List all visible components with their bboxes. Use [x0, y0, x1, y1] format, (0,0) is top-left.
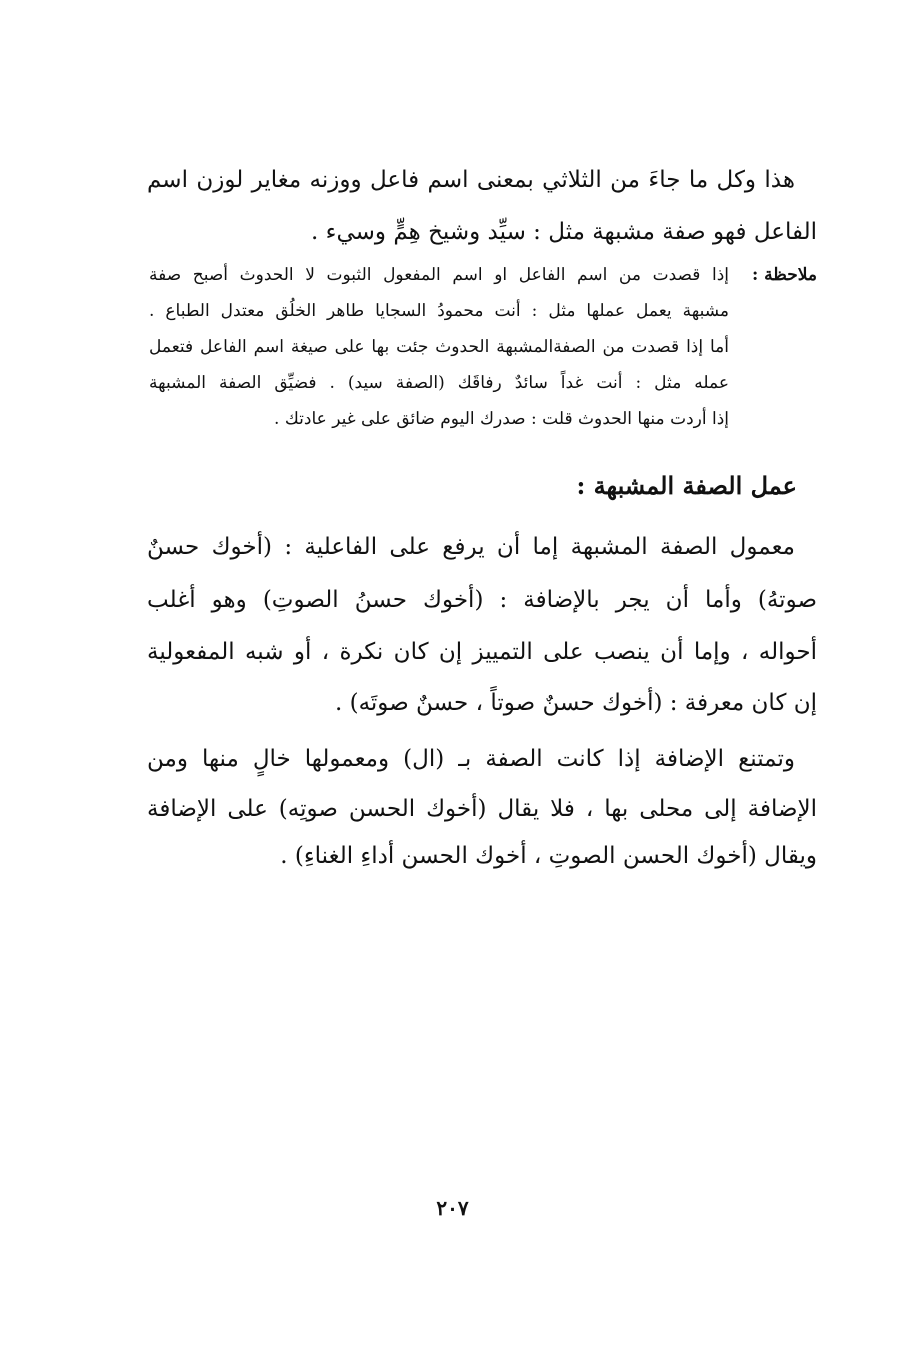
note-line-3: أما إذا قصدت من الصفةالمشبهة الحدوث جئت بها على صيغة اسم الفاعل فتعمل [149, 337, 729, 357]
paragraph1-line-4: إن كان معرفة : (أخوك حسنٌ صوتاً ، حسنٌ صوتَه) . [334, 690, 817, 716]
note-line-4: عمله مثل : أنت غداً سائدٌ رفاقَك (الصفة سيد) . فضيِّق الصفة المشبهة [149, 373, 729, 393]
note-line-1: إذا قصدت من اسم الفاعل او اسم المفعول الثبوت لا الحدوث أصبح صفة [149, 265, 729, 285]
note-line-5: إذا أردت منها الحدوث قلت : صدرك اليوم ضائق على غير عادتك . [274, 409, 729, 429]
intro-line-1: هذا وكل ما جاءَ من الثلاثي بمعنى اسم فاعل ووزنه مغاير لوزن اسم [147, 167, 795, 193]
note-line-2: مشبهة يعمل عملها مثل : أنت محمودُ السجايا طاهر الخلُق معتدل الطباع . [149, 301, 729, 321]
paragraph1-line-1: معمول الصفة المشبهة إما أن يرفع على الفاعلية : (أخوك حسنٌ [147, 534, 795, 560]
paragraph1-line-2: صوتهُ) وأما أن يجر بالإضافة : (أخوك حسنُ الصوتِ) وهو أغلب [147, 587, 817, 613]
intro-line-2: الفاعل فهو صفة مشبهة مثل : سيِّد وشيخ هِمٍّ وسيء . [311, 219, 817, 245]
paragraph2-line-1: وتمتنع الإضافة إذا كانت الصفة بـ (ال) ومعمولها خالٍ منها ومن [147, 746, 795, 772]
paragraph2-line-3: ويقال (أخوك الحسن الصوتِ ، أخوك الحسن أداءِ الغناءِ) . [280, 843, 817, 869]
section-heading: عمل الصفة المشبهة : [576, 471, 797, 500]
paragraph2-line-2: الإضافة إلى محلى بها ، فلا يقال (أخوك الحسن صوتِه) على الإضافة [147, 796, 817, 822]
paragraph1-line-3: أحواله ، وإما أن ينصب على التمييز إن كان نكرة ، أو شبه المفعولية [147, 639, 817, 665]
note-label: ملاحظة : [751, 265, 817, 285]
page-number: ٢٠٧ [436, 1196, 469, 1220]
